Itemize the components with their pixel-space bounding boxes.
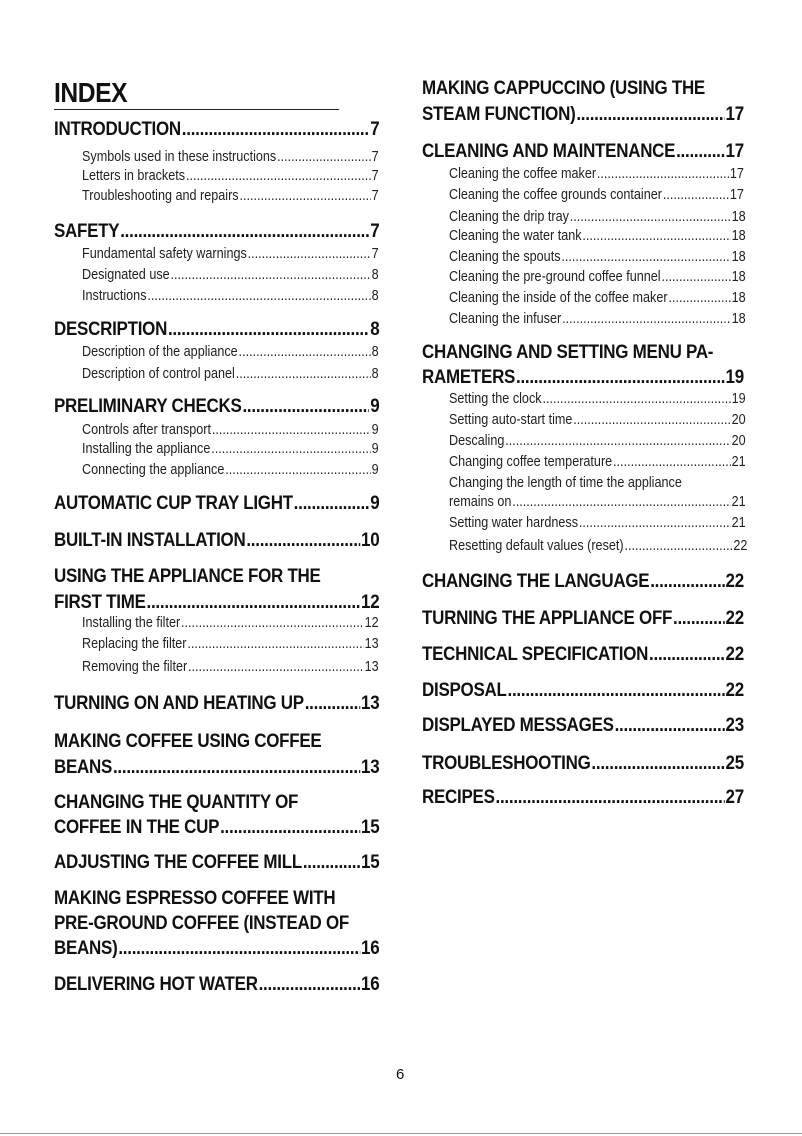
toc-entry-introduction[interactable] — [54, 117, 379, 141]
toc-entry-technical-specification[interactable] — [422, 642, 744, 666]
toc-entry-quantity[interactable] — [54, 815, 379, 839]
toc-subentry-title: Controls after transport — [82, 422, 212, 438]
toc-subentry-page: 18 — [731, 311, 746, 327]
toc-subentry-page: 8 — [371, 288, 379, 304]
toc-subentry-title: Installing the appliance — [82, 441, 211, 457]
toc-entry-page: 22 — [725, 643, 744, 665]
toc-subentry-title: Cleaning the coffee grounds container — [449, 187, 662, 203]
toc-entry-title: SAFETY — [54, 220, 120, 242]
toc-subentry-page: 19 — [731, 391, 746, 407]
toc-subentry-page: 17 — [729, 166, 744, 182]
toc-entry-title-line: MAKING COFFEE USING COFFEE — [54, 730, 322, 752]
toc-entry-title: BEANS — [54, 756, 113, 778]
toc-subentry-title: Replacing the filter — [82, 636, 187, 652]
toc-subentry[interactable] — [449, 165, 744, 183]
toc-entry-title: INTRODUCTION — [54, 118, 181, 140]
toc-subentry-page: 21 — [731, 454, 746, 470]
toc-subentry[interactable] — [449, 310, 746, 328]
toc-entry-page: 19 — [725, 366, 744, 388]
toc-entry-page: 7 — [370, 118, 380, 140]
toc-subentry-title: Cleaning the spouts — [449, 249, 561, 265]
toc-subentry[interactable] — [82, 421, 379, 439]
toc-entry-title: BUILT-IN INSTALLATION — [54, 529, 246, 551]
toc-entry-title: TURNING ON AND HEATING UP — [54, 692, 304, 714]
toc-entry-displayed-messages[interactable] — [422, 713, 744, 737]
toc-entry-page: 9 — [370, 395, 380, 417]
toc-subentry[interactable] — [82, 614, 379, 632]
toc-subentry[interactable] — [82, 287, 379, 305]
toc-subentry-page: 13 — [364, 636, 379, 652]
footer-rule — [0, 1133, 802, 1134]
toc-entry-safety[interactable] — [54, 219, 379, 243]
toc-entry-title: TURNING THE APPLIANCE OFF — [422, 607, 673, 629]
toc-subentry-title: Setting water hardness — [449, 515, 579, 531]
toc-entry-page: 27 — [725, 786, 744, 808]
toc-entry-page: 7 — [370, 220, 380, 242]
toc-subentry-title: Letters in brackets — [82, 168, 186, 184]
toc-subentry[interactable] — [82, 440, 379, 458]
toc-entry-page: 10 — [361, 529, 380, 551]
toc-entry-page: 17 — [725, 103, 744, 125]
page-number: 6 — [396, 1066, 405, 1083]
toc-subentry[interactable] — [82, 187, 379, 205]
toc-entry-title: TROUBLESHOOTING — [422, 752, 591, 774]
toc-subentry[interactable] — [449, 537, 747, 555]
toc-subentry-page: 20 — [731, 412, 746, 428]
toc-entry-title: PRELIMINARY CHECKS — [54, 395, 242, 417]
toc-subentry[interactable] — [82, 635, 379, 653]
toc-entry-title: CLEANING AND MAINTENANCE — [422, 140, 676, 162]
toc-subentry[interactable] — [449, 453, 746, 471]
toc-subentry[interactable] — [449, 186, 744, 204]
toc-subentry-title: Cleaning the drip tray — [449, 209, 569, 225]
toc-entry-hot-water[interactable] — [54, 972, 379, 996]
toc-subentry-page: 8 — [371, 344, 379, 360]
toc-subentry-title-line: Changing the length of time the appliance — [449, 475, 682, 491]
toc-entry-page: 16 — [361, 937, 380, 959]
toc-entry-title: ADJUSTING THE COFFEE MILL — [54, 851, 302, 873]
toc-entry-page: 9 — [370, 492, 380, 514]
toc-entry-page: 12 — [361, 591, 380, 613]
toc-entry-built-in-installation[interactable] — [54, 528, 379, 552]
toc-entry-title-line: MAKING CAPPUCCINO (USING THE — [422, 77, 705, 99]
toc-subentry-page: 18 — [731, 209, 746, 225]
toc-subentry-page: 13 — [364, 659, 379, 675]
toc-entry-page: 17 — [725, 140, 744, 162]
toc-entry-preliminary-checks[interactable] — [54, 394, 379, 418]
toc-subentry-title: Descaling — [449, 433, 505, 449]
toc-subentry-title: Cleaning the water tank — [449, 228, 582, 244]
toc-subentry-title: Troubleshooting and repairs — [82, 188, 239, 204]
toc-subentry-page: 9 — [371, 422, 379, 438]
toc-subentry-title: remains on — [449, 494, 512, 510]
toc-subentry-page: 18 — [731, 290, 746, 306]
toc-subentry[interactable] — [449, 432, 746, 450]
toc-entry-troubleshooting[interactable] — [422, 751, 744, 775]
toc-entry-page: 22 — [725, 570, 744, 592]
toc-subentry[interactable] — [82, 148, 379, 166]
toc-subentry-page: 17 — [729, 187, 744, 203]
toc-subentry-title: Cleaning the coffee maker — [449, 166, 597, 182]
toc-subentry-title: Symbols used in these instructions — [82, 149, 277, 165]
toc-subentry-title: Installing the filter — [82, 615, 181, 631]
toc-subentry-title: Cleaning the pre-ground coffee funnel — [449, 269, 661, 285]
index-title: INDEX — [54, 78, 339, 110]
toc-entry-title: DELIVERING HOT WATER — [54, 973, 258, 995]
toc-subentry[interactable] — [449, 289, 746, 307]
toc-subentry[interactable] — [82, 245, 379, 263]
toc-subentry-page: 21 — [731, 515, 746, 531]
toc-entry-language[interactable] — [422, 569, 744, 593]
toc-subentry-page: 18 — [731, 269, 746, 285]
toc-subentry-page: 12 — [364, 615, 379, 631]
toc-subentry-title: Fundamental safety warnings — [82, 246, 247, 262]
toc-entry-espresso[interactable] — [54, 936, 379, 960]
toc-subentry-title: Setting auto-start time — [449, 412, 573, 428]
toc-entry-page: 15 — [361, 816, 380, 838]
toc-entry-page: 23 — [725, 714, 744, 736]
toc-entry-first-time[interactable] — [54, 590, 379, 614]
toc-entry-page: 15 — [361, 851, 380, 873]
toc-subentry[interactable] — [449, 227, 746, 245]
toc-subentry-title: Changing coffee temperature — [449, 454, 613, 470]
toc-entry-cappuccino[interactable] — [422, 102, 744, 126]
toc-subentry[interactable] — [82, 461, 379, 479]
toc-subentry-title: Instructions — [82, 288, 147, 304]
toc-subentry-title: Setting the clock — [449, 391, 542, 407]
toc-entry-title-line: PRE-GROUND COFFEE (INSTEAD OF — [54, 912, 349, 934]
toc-entry-title: STEAM FUNCTION) — [422, 103, 576, 125]
toc-subentry[interactable] — [449, 411, 746, 429]
toc-subentry-page: 18 — [731, 249, 746, 265]
toc-subentry-page: 7 — [371, 168, 379, 184]
toc-entry-title: FIRST TIME — [54, 591, 146, 613]
toc-entry-coffee-beans[interactable] — [54, 755, 379, 779]
toc-subentry-page: 8 — [371, 366, 379, 382]
toc-subentry[interactable] — [82, 343, 379, 361]
toc-entry-title: RAMETERS — [422, 366, 516, 388]
toc-entry-title: COFFEE IN THE CUP — [54, 816, 220, 838]
toc-entry-title: CHANGING THE LANGUAGE — [422, 570, 650, 592]
toc-subentry-title: Cleaning the infuser — [449, 311, 562, 327]
toc-entry-page: 13 — [361, 756, 380, 778]
toc-entry-title: DESCRIPTION — [54, 318, 168, 340]
toc-entry-cup-tray-light[interactable] — [54, 491, 379, 515]
toc-subentry[interactable] — [82, 167, 379, 185]
toc-entry-title-line: MAKING ESPRESSO COFFEE WITH — [54, 887, 336, 909]
toc-subentry-title: Description of control panel — [82, 366, 235, 382]
toc-entry-title: AUTOMATIC CUP TRAY LIGHT — [54, 492, 293, 514]
toc-subentry[interactable] — [82, 365, 379, 383]
toc-subentry-title: Resetting default values (reset) — [449, 538, 624, 554]
toc-entry-cleaning[interactable] — [422, 139, 744, 163]
toc-entry-title: RECIPES — [422, 786, 495, 808]
toc-entry-title-line: USING THE APPLIANCE FOR THE — [54, 565, 321, 587]
toc-subentry-page: 20 — [731, 433, 746, 449]
toc-entry-turning-on[interactable] — [54, 691, 379, 715]
toc-subentry-page: 21 — [731, 494, 746, 510]
toc-entry-recipes[interactable] — [422, 785, 744, 809]
toc-entry-page: 13 — [361, 692, 380, 714]
toc-subentry-title: Removing the filter — [82, 659, 188, 675]
toc-subentry[interactable] — [449, 390, 746, 408]
toc-subentry[interactable] — [449, 493, 746, 511]
toc-subentry[interactable] — [82, 658, 379, 676]
toc-subentry[interactable] — [449, 208, 746, 226]
toc-subentry-page: 7 — [371, 188, 379, 204]
toc-subentry[interactable] — [449, 248, 746, 266]
toc-entry-coffee-mill[interactable] — [54, 850, 379, 874]
toc-subentry[interactable] — [449, 268, 746, 286]
toc-entry-title: BEANS) — [54, 937, 118, 959]
toc-entry-page: 8 — [370, 318, 380, 340]
toc-subentry-page: 8 — [371, 267, 379, 283]
toc-subentry-title: Cleaning the inside of the coffee maker — [449, 290, 668, 306]
toc-entry-title-line: CHANGING THE QUANTITY OF — [54, 791, 299, 813]
toc-entry-turning-off[interactable] — [422, 606, 744, 630]
toc-entry-disposal[interactable] — [422, 678, 744, 702]
toc-entry-title-line: CHANGING AND SETTING MENU PA- — [422, 341, 714, 363]
toc-entry-menu-parameters[interactable] — [422, 365, 744, 389]
toc-entry-page: 25 — [725, 752, 744, 774]
toc-subentry-page: 9 — [371, 441, 379, 457]
toc-entry-page: 16 — [361, 973, 380, 995]
toc-entry-page: 22 — [725, 679, 744, 701]
toc-entry-page: 22 — [725, 607, 744, 629]
toc-subentry[interactable] — [82, 266, 379, 284]
toc-entry-title: TECHNICAL SPECIFICATION — [422, 643, 649, 665]
toc-subentry[interactable] — [449, 514, 746, 532]
toc-entry-title: DISPLAYED MESSAGES — [422, 714, 614, 736]
toc-subentry-page: 22 — [733, 538, 748, 554]
toc-subentry-page: 9 — [371, 462, 379, 478]
toc-subentry-title: Description of the appliance — [82, 344, 238, 360]
toc-subentry-page: 18 — [731, 228, 746, 244]
toc-entry-description[interactable] — [54, 317, 379, 341]
toc-subentry-page: 7 — [371, 246, 379, 262]
toc-subentry-title: Connecting the appliance — [82, 462, 225, 478]
toc-subentry-page: 7 — [371, 149, 379, 165]
toc-entry-title: DISPOSAL — [422, 679, 507, 701]
toc-subentry-title: Designated use — [82, 267, 170, 283]
